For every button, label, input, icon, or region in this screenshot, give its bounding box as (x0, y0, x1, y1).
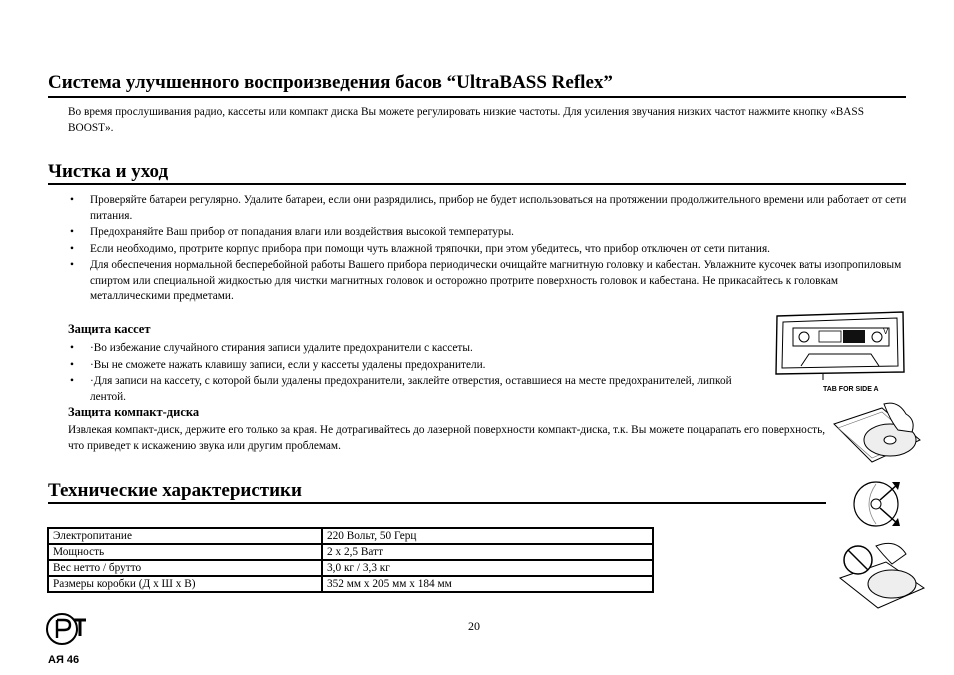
cassette-protection-title: Защита кассет (68, 322, 151, 336)
spec-value: 352 мм х 205 мм х 184 мм (322, 576, 653, 592)
list-item: • ·Во избежание случайного стирания записи удалите предохранители с кассеты. (70, 341, 750, 357)
page-number: 20 (468, 619, 480, 633)
cassette-tab-label: TAB FOR SIDE A (823, 386, 879, 393)
spec-value: 3,0 кг / 3,3 кг (322, 560, 653, 576)
cassette-illustration (773, 308, 907, 400)
spec-value: 2 х 2,5 Ватт (322, 544, 653, 560)
table-row (48, 544, 653, 560)
cd-wrong-handling-illustration (836, 532, 926, 612)
list-item: • Проверяйте батареи регулярно. Удалите батареи, если они разрядились, прибор не будет использоваться на протяжении продолжительного времени или работает от сети питания. (70, 193, 912, 224)
section-title-ultrabass: Система улучшенного воспроизведения басов “UltraBASS Reflex” (48, 72, 613, 93)
specs-table (47, 527, 654, 593)
title-underline (48, 183, 906, 185)
spec-value: 220 Вольт, 50 Герц (322, 528, 653, 544)
spec-label: Размеры коробки (Д х Ш х В) (48, 576, 322, 592)
section-title-care: Чистка и уход (48, 161, 169, 182)
cd-protection-title: Защита компакт-диска (68, 405, 200, 419)
cd-handling-illustration (828, 400, 924, 472)
list-item: • Для обеспечения нормальной бесперебойной работы Вашего прибора периодически очищайте магнитную головку и кабестан. Увлажните кусочек ваты изопропиловым спиртом или специальной жидкостью для чистки магнитных головок и осторожно протрите поверхность головок и кабестана. Не прикасайтесь к головкам металлическими предметами. (70, 258, 912, 305)
document-code: АЯ 46 (48, 654, 80, 666)
cd-wipe-direction-illustration (852, 476, 904, 532)
table-row (48, 576, 653, 592)
rst-certification-logo (44, 611, 88, 647)
section-title-specs: Технические характеристики (48, 480, 302, 501)
list-item: • ·Вы не сможете нажать клавишу записи, если у кассеты удалены предохранители. (70, 358, 750, 374)
cassette-list (70, 341, 750, 406)
spec-label: Электропитание (48, 528, 322, 544)
list-item: • Предохраняйте Ваш прибор от попадания влаги или воздействия высокой температуры. (70, 225, 912, 241)
table-row (48, 560, 653, 576)
spec-label: Вес нетто / брутто (48, 560, 322, 576)
care-list (70, 193, 912, 306)
list-item: • ·Для записи на кассету, с которой были удалены предохранители, заклейте отверстия, оставшиеся на месте предохранителей, липкой лентой. (70, 374, 750, 405)
bass-paragraph: Во время прослушивания радио, кассеты или компакт диска Вы можете регулировать низкие частоты. Для усиления звучания низких частот нажмите кнопку «BASS BOOST». (68, 106, 864, 134)
title-underline (48, 502, 826, 504)
list-item: • Если необходимо, протрите корпус прибора при помощи чуть влажной тряпочки, при этом убедитесь, что прибор отключен от сети питания. (70, 242, 912, 258)
cd-paragraph: Извлекая компакт-диск, держите его только за края. Не дотрагивайтесь до лазерной поверхности компакт-диска, т.к. Вы можете поцарапать его поверхность, что приведет к искажению звука или другим проблемам. (68, 424, 826, 452)
spec-label: Мощность (48, 544, 322, 560)
svg-text:V: V (883, 327, 889, 336)
table-row (48, 528, 653, 544)
title-underline (48, 96, 906, 98)
